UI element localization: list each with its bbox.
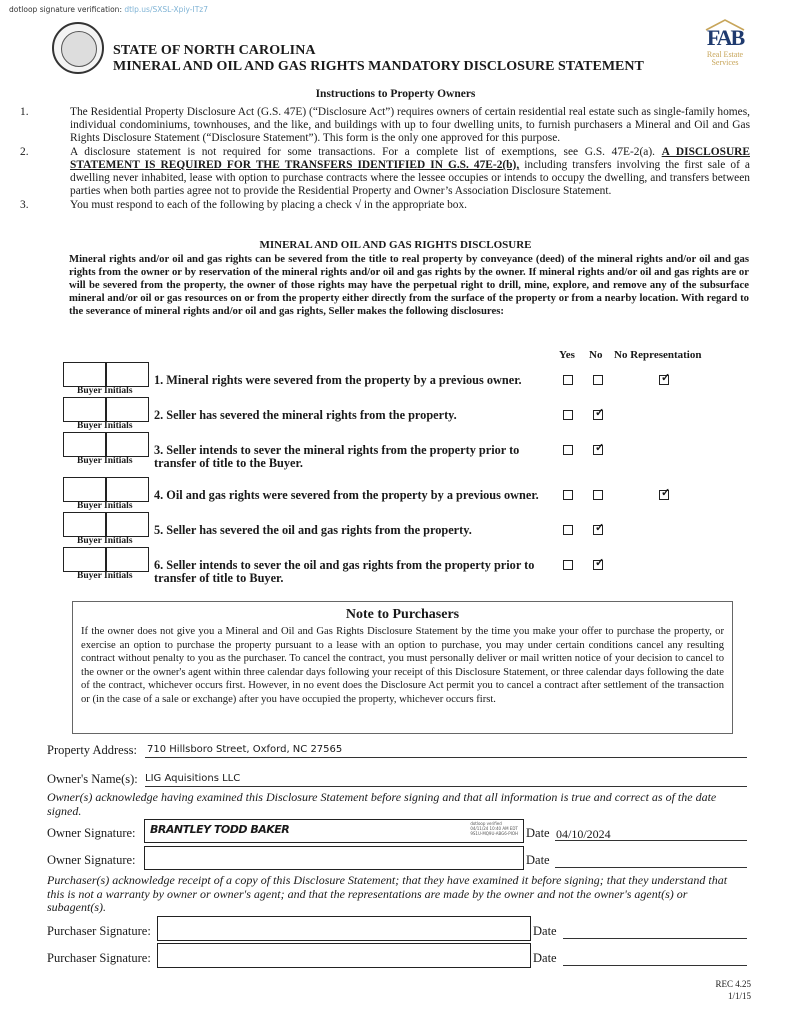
buyer-initials: Buyer Initials bbox=[63, 432, 151, 458]
question-text: 1. Mineral rights were severed from the property by a previous owner. bbox=[154, 373, 522, 387]
checkbox-no[interactable] bbox=[593, 490, 603, 500]
instructions-list bbox=[20, 106, 750, 213]
signature-verification bbox=[9, 5, 208, 14]
form-revision: 1/1/15 bbox=[727, 991, 751, 1001]
column-no: No bbox=[589, 349, 603, 361]
buyer-initials: Buyer Initials bbox=[63, 397, 151, 423]
buyer-initials: Buyer Initials bbox=[63, 547, 151, 573]
buyer-initials-box-1[interactable] bbox=[63, 397, 107, 422]
question-text: 2. Seller has severed the mineral rights from the property. bbox=[154, 408, 457, 422]
buyer-initials-box-1[interactable] bbox=[63, 547, 107, 572]
column-no-representation: No Representation bbox=[614, 349, 702, 361]
required-transfers-emphasis: A DISCLOSURE STATEMENT IS REQUIRED FOR THE TRANSFERS IDENTIFIED IN G.S. 47E-2(b), bbox=[70, 146, 750, 171]
owner-signature-2-field[interactable] bbox=[144, 846, 524, 870]
owner-acknowledgement: Owner(s) acknowledge having examined this Disclosure Statement before signing and that all information is true and correct as of the date signed. bbox=[47, 790, 717, 818]
buyer-initials: Buyer Initials bbox=[63, 512, 151, 538]
form-title-state: STATE OF NORTH CAROLINA bbox=[113, 43, 316, 58]
purchaser-signature-1-date-field[interactable] bbox=[563, 924, 747, 939]
owner-names-label: Owner's Name(s): bbox=[47, 772, 138, 786]
checkbox-yes[interactable] bbox=[563, 560, 573, 570]
purchaser-signature-2-date-field[interactable] bbox=[563, 951, 747, 966]
disclosure-row-4 bbox=[63, 477, 763, 515]
instruction-item: 3. You must respond to each of the following by placing a check √ in the appropriate box. bbox=[20, 199, 468, 211]
logo-subtitle: Real Estate Services bbox=[706, 50, 744, 67]
checkbox-yes[interactable] bbox=[563, 525, 573, 535]
buyer-initials-box-2[interactable] bbox=[105, 397, 149, 422]
dotloop-verified-stamp: dotloop verified 04/11/24 10:40 AM EDT 9S1U-MQ9U-ABG6-PIOH bbox=[470, 821, 518, 836]
owner-signature-2-date-label: Date bbox=[526, 853, 550, 867]
checkbox-yes[interactable] bbox=[563, 445, 573, 455]
checkbox-yes[interactable] bbox=[563, 375, 573, 385]
buyer-initials-box-2[interactable] bbox=[105, 477, 149, 502]
purchaser-signature-1-field[interactable] bbox=[157, 916, 531, 941]
buyer-initials-box-1[interactable] bbox=[63, 477, 107, 502]
buyer-initials: Buyer Initials bbox=[63, 477, 151, 503]
purchaser-signature-2-field[interactable] bbox=[157, 943, 531, 968]
question-text: 5. Seller has severed the oil and gas rights from the property. bbox=[154, 523, 472, 537]
checkbox-no[interactable] bbox=[593, 445, 603, 455]
form-title: MINERAL AND OIL AND GAS RIGHTS MANDATORY DISCLOSURE STATEMENT bbox=[113, 59, 644, 74]
purchaser-signature-1-date-label: Date bbox=[533, 924, 557, 938]
purchaser-signature-2-label: Purchaser Signature: bbox=[47, 951, 151, 965]
checkbox-no[interactable] bbox=[593, 375, 603, 385]
owner-signature-1-label: Owner Signature: bbox=[47, 826, 136, 840]
buyer-initials-box-1[interactable] bbox=[63, 512, 107, 537]
verification-link[interactable]: dtlp.us/SXSL-Xpiy-ITz7 bbox=[124, 5, 209, 14]
disclosure-row-3 bbox=[63, 432, 763, 470]
buyer-initials-box-2[interactable] bbox=[105, 432, 149, 457]
checkbox-no[interactable] bbox=[593, 525, 603, 535]
disclosure-row-5 bbox=[63, 512, 763, 550]
note-to-purchasers bbox=[72, 601, 733, 734]
checkbox-no[interactable] bbox=[593, 410, 603, 420]
checkbox-yes[interactable] bbox=[563, 410, 573, 420]
purchaser-acknowledgement: Purchaser(s) acknowledge receipt of a copy of this Disclosure Statement; that they have examined it before signing; that they understand that this is not a warranty by owner or owner's agent; and that the representations are made by the owner and not the owner's agent(s) or subagent(s). bbox=[47, 873, 728, 914]
checkbox-no[interactable] bbox=[593, 560, 603, 570]
checkbox-no-representation[interactable] bbox=[659, 375, 669, 385]
question-text: 4. Oil and gas rights were severed from the property by a previous owner. bbox=[154, 488, 539, 502]
buyer-initials-box-2[interactable] bbox=[105, 547, 149, 572]
question-text: 6. Seller intends to sever the oil and gas rights from the property prior to transfer of title to Buyer. bbox=[154, 558, 535, 585]
disclosure-row-2 bbox=[63, 397, 763, 435]
form-number: REC 4.25 bbox=[715, 979, 751, 989]
disclosure-row-1 bbox=[63, 362, 763, 400]
note-heading: Note to Purchasers bbox=[345, 607, 460, 622]
note-body: If the owner does not give you a Mineral and Oil and Gas Rights Disclosure Statement by the time you make your offer to purchase the property, or exercise an option to purchase the property pursuant to a lease with an option to purchase, you may under certain conditions cancel any resulting contract without penalty to you as the purchaser. To cancel the contract, you must personally deliver or mail written notice of your decision to cancel to the owner or the owner's agent within three calendar days following your receipt of this Disclosure Statement, or three calendar days following the date of the contract, whichever occurs first. However, in no event does the Disclosure Act permit you to cancel a contract after settlement of the transaction or (in the case of a sale or exchange) after you have occupied the property, whichever occurs first. bbox=[81, 626, 724, 705]
owner-signature-1-date-label: Date bbox=[526, 826, 550, 840]
instruction-item: 2. A disclosure statement is not required for some transactions. For a complete list of exemptions, see G.S. 47E-2(a). A DISCLOSURE STATEMENT IS REQUIRED FOR THE TRANSFERS IDENTIFIED IN G.S. 47E-2(b), including transfers involving the first sale of a dwelling never inhabited, lease with option to purchase contracts where the lessee occupies or intends to occupy the dwelling, and transfers between parties when both parties agree not to provide the Residential Property and Owner’s Association Disclosure Statement. bbox=[20, 146, 750, 197]
question-text: 3. Seller intends to sever the mineral rights from the property prior to transfer of title to the Buyer. bbox=[154, 443, 520, 470]
verification-label: dotloop signature verification: bbox=[9, 5, 122, 14]
buyer-initials-box-2[interactable] bbox=[105, 512, 149, 537]
checkbox-no-representation[interactable] bbox=[659, 490, 669, 500]
purchaser-signature-2-date-label: Date bbox=[533, 951, 557, 965]
purchaser-signature-1-label: Purchaser Signature: bbox=[47, 924, 151, 938]
instruction-item: 1. The Residential Property Disclosure Act (G.S. 47E) (“Disclosure Act”) requires owners of certain residential real estate such as single-family homes, individual condominiums, townhouses, and the like, and buildings with up to four dwelling units, to furnish purchasers a Mineral and Oil and Gas Rights Disclosure Statement (“Disclosure Statement”). This form is the only one approved for this purpose. bbox=[20, 106, 750, 144]
owner-signature-1-field[interactable] bbox=[144, 819, 524, 843]
buyer-initials-box-1[interactable] bbox=[63, 432, 107, 457]
buyer-initials-box-2[interactable] bbox=[105, 362, 149, 387]
property-address-field[interactable]: 710 Hillsboro Street, Oxford, NC 27565 bbox=[145, 743, 747, 758]
buyer-initials-box-1[interactable] bbox=[63, 362, 107, 387]
checkbox-yes[interactable] bbox=[563, 490, 573, 500]
disclosure-intro: Mineral rights and/or oil and gas rights can be severed from the title to real property by conveyance (deed) of the mineral rights and/or oil and gas rights from the owner or by reservation of the mineral rights and/or oil and gas rights by the owner. If mineral rights and/or oil and gas rights are or will be severed from the property, the owner of those rights may have the perpetual right to drill, mine, explore, and remove any of the subsurface mineral and/or oil or gas resources on or from the property either directly from the surface of the property or from a nearby location. With regard to the severance of mineral rights and/or oil and gas rights, Seller makes the following disclosures: bbox=[69, 253, 749, 317]
property-address-label: Property Address: bbox=[47, 743, 137, 757]
owner-signature-2-date-field[interactable] bbox=[555, 853, 747, 868]
owner-signature-2-label: Owner Signature: bbox=[47, 853, 136, 867]
disclosure-row-6 bbox=[63, 547, 763, 585]
form-footer bbox=[715, 978, 751, 1002]
column-yes: Yes bbox=[559, 349, 575, 361]
buyer-initials: Buyer Initials bbox=[63, 362, 151, 388]
nc-real-estate-commission-seal-icon bbox=[52, 22, 104, 74]
owner-names-field[interactable]: LIG Aquisitions LLC bbox=[145, 772, 747, 787]
owner-signature-1-date-field[interactable]: 04/10/2024 bbox=[555, 826, 747, 841]
logo-mark: FAB bbox=[706, 25, 744, 50]
disclosure-heading: MINERAL AND OIL AND GAS RIGHTS DISCLOSURE bbox=[259, 239, 532, 251]
instructions-heading: Instructions to Property Owners bbox=[315, 88, 476, 100]
fab-real-estate-logo bbox=[695, 17, 755, 67]
owner-signature: BRANTLEY TODD BAKER bbox=[150, 823, 290, 836]
